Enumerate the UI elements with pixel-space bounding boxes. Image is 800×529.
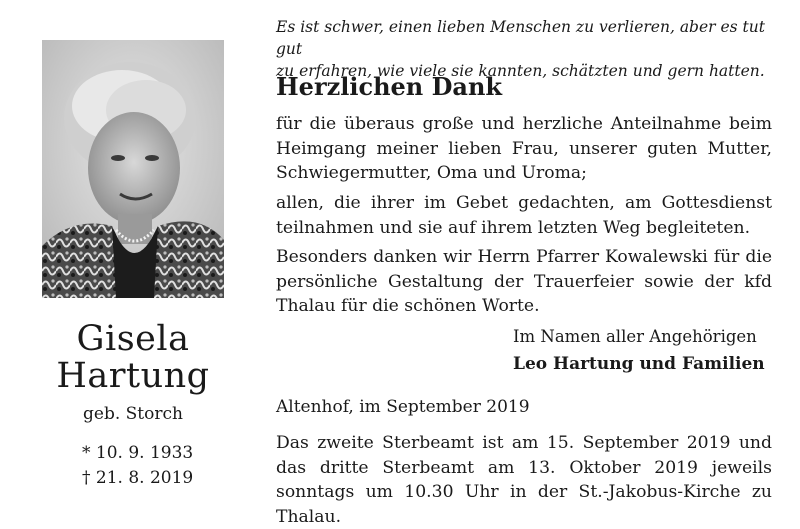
portrait-photo	[42, 40, 224, 298]
thanks-paragraph-2: allen, die ihrer im Gebet gedachten, am Gottesdienst teilnahmen und sie auf ihrem letzten Weg begleiteten.	[276, 193, 772, 238]
life-dates	[82, 441, 193, 491]
thanks-paragraph-3: Besonders danken wir Herrn Pfarrer Kowalewski für die persönliche Gestaltung der Trauerfeier sowie der kfd Thalau für die schönen Worte.	[276, 247, 772, 316]
thanks-paragraph-1: für die überaus große und herzliche Anteilnahme beim Heimgang meiner lieben Frau, unserer guten Mutter, Schwiegermutter, Oma und Uroma;	[276, 114, 772, 183]
maiden-name: geb. Storch	[83, 404, 183, 424]
deceased-first-name: Gisela	[76, 319, 190, 359]
birth-date: * 10. 9. 1933	[82, 443, 194, 463]
signature-line: Im Namen aller Angehörigen	[513, 327, 757, 346]
place-date: Altenhof, im September 2019	[276, 397, 530, 417]
portrait-image	[42, 40, 224, 298]
quote-line-2: zu erfahren, wie viele sie kannten, schätzten und gern hatten.	[276, 62, 765, 80]
death-date: † 21. 8. 2019	[82, 468, 194, 488]
deceased-last-name: Hartung	[56, 356, 210, 396]
thanks-heading: Herzlichen Dank	[276, 72, 503, 101]
quote-line-1: Es ist schwer, einen lieben Menschen zu verlieren, aber es tut gut	[276, 18, 765, 58]
signature-name: Leo Hartung und Familien	[513, 354, 765, 374]
memorial-service-notice: Das zweite Sterbeamt ist am 15. September 2019 und das dritte Sterbeamt am 13. Oktober 2019 jeweils sonntags um 10.30 Uhr in der St.-Jakobus-Kirche zu Thalau.	[276, 433, 772, 527]
